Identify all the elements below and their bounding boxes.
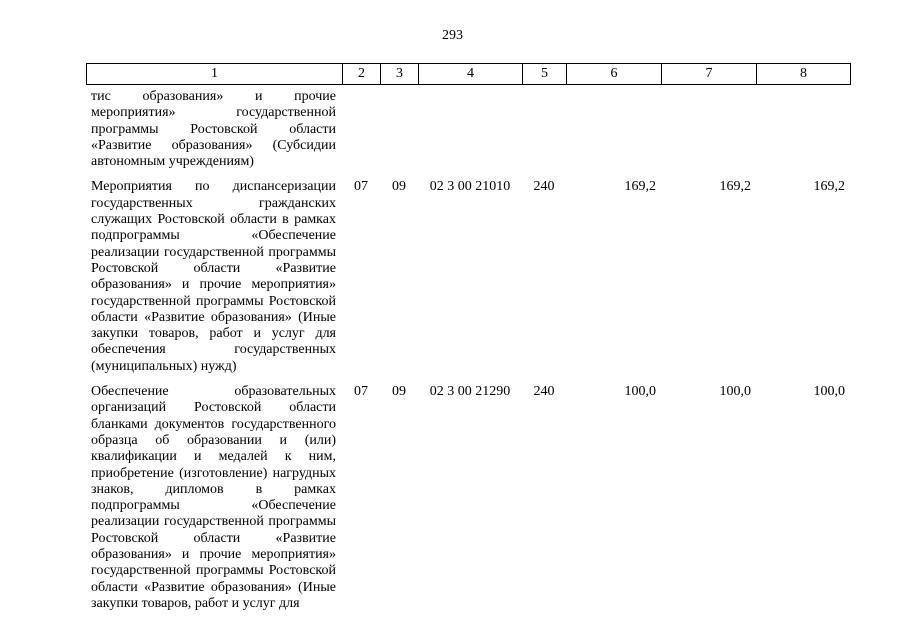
cell-expense-type: 240 [533,179,555,195]
cell-target-code: 02 3 00 21290 [429,384,511,400]
table-row [86,179,850,384]
cell-section: 07 [354,384,368,400]
table-row [86,384,850,621]
column-header-table [86,63,851,85]
cell-amount-3: 100,0 [813,384,845,400]
column-header: 4 [419,64,523,85]
cell-section: 07 [354,179,368,195]
cell-amount-3: 169,2 [813,179,845,195]
cell-subsection: 09 [392,179,406,195]
cell-amount-1: 100,0 [624,384,656,400]
cell-amount-1: 169,2 [624,179,656,195]
row-description: Обеспечение образовательных организаций Ростовской области бланками документов государственного образца об образовании и (или) квалификации и медалей к ним, приобретение (изготовление) нагрудных знаков, дипломов в рамках подпрограммы «Обеспечение реализации государственной программы Ростовской области «Развитие образования» и прочие мероприятия» государственной программы Ростовской области «Развитие образования» (Иные закупки товаров, работ и услуг для [91,384,336,611]
column-header: 2 [343,64,381,85]
row-description: тис образования» и прочие мероприятия» государственной программы Ростовской области «Развитие образования» (Субсидии автономным учреждениям) [91,89,336,170]
cell-expense-type [522,89,566,179]
row-description: Мероприятия по диспансеризации государственных гражданских служащих Ростовской области в рамках подпрограммы «Обеспечение реализации государственной программы Ростовской области «Развитие образования» и прочие мероприятия» государственной программы Ростовской области «Развитие образования» (Иные закупки товаров, работ и услуг для обеспечения государственных (муниципальных) нужд) [91,179,336,374]
column-header: 8 [757,64,851,85]
cell-target-code [418,89,522,179]
cell-amount-3 [756,89,850,179]
cell-amount-2 [661,89,756,179]
cell-amount-1 [566,89,661,179]
cell-section [342,89,380,179]
budget-table [86,89,850,621]
page-number: 293 [442,28,463,43]
column-header: 6 [567,64,662,85]
column-header: 1 [87,64,343,85]
cell-subsection [380,89,418,179]
cell-amount-2: 100,0 [719,384,751,400]
cell-expense-type: 240 [533,384,555,400]
table-row [86,89,850,179]
cell-amount-2: 169,2 [719,179,751,195]
column-header: 3 [381,64,419,85]
column-header: 5 [523,64,567,85]
cell-target-code: 02 3 00 21010 [429,179,511,195]
cell-subsection: 09 [392,384,406,400]
column-header-row [87,64,851,85]
column-header: 7 [662,64,757,85]
